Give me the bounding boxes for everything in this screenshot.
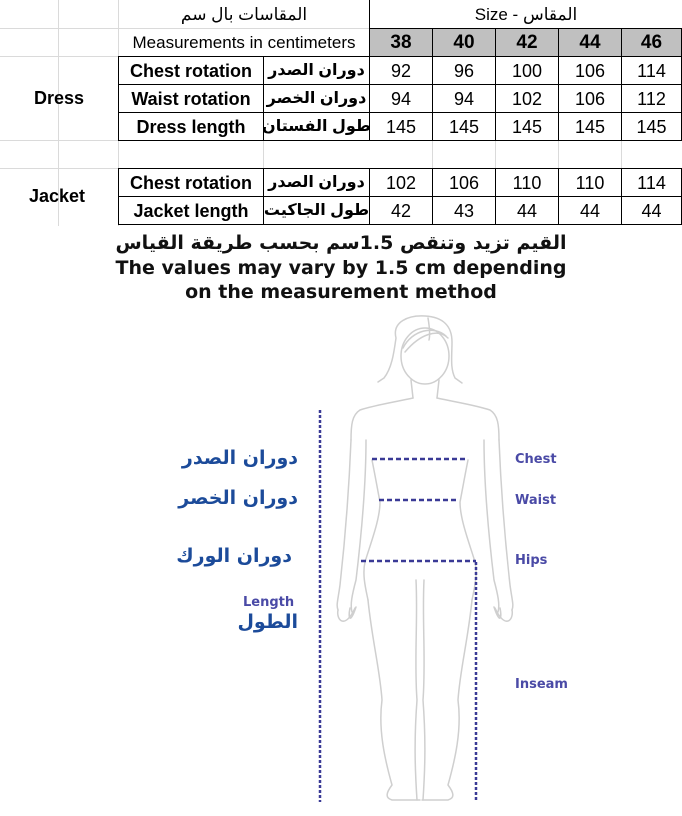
table-cell: 112: [621, 84, 682, 113]
row-label-ar: دوران الصدر: [263, 56, 370, 85]
table-cell: 145: [558, 112, 622, 141]
table-cell: 145: [621, 112, 682, 141]
label-chest-ar: دوران الصدر: [181, 447, 298, 469]
row-label-en: Waist rotation: [118, 84, 264, 113]
row-label-ar: طول الجاكيت: [263, 196, 370, 225]
row-label-ar: طول الفستان: [263, 112, 370, 141]
label-chest-en: Chest: [515, 452, 557, 467]
group-label-jacket: Jacket: [28, 186, 86, 206]
table-cell: 114: [621, 56, 682, 85]
size-header-40: 40: [432, 28, 496, 57]
table-cell: 94: [432, 84, 496, 113]
table-cell: 42: [369, 196, 433, 225]
table-cell: 44: [621, 196, 682, 225]
table-cell: 102: [495, 84, 559, 113]
label-inseam-en: Inseam: [515, 677, 568, 692]
units-label: Measurements in centimeters: [132, 32, 356, 52]
table-cell: 145: [369, 112, 433, 141]
row-label-ar: دوران الصدر: [263, 168, 370, 197]
label-hips-ar: دوران الورك: [176, 545, 292, 567]
table-cell: 106: [558, 56, 622, 85]
size-header-46: 46: [621, 28, 682, 57]
size-chart-table: [0, 0, 682, 226]
gridline: [432, 140, 433, 168]
note-arabic: القيم تزيد وتنقص 1.5سم بحسب طريقة القياس: [115, 232, 567, 254]
table-cell: 96: [432, 56, 496, 85]
label-waist-ar: دوران الخصر: [178, 487, 298, 509]
table-cell: 114: [621, 168, 682, 197]
table-cell: 145: [495, 112, 559, 141]
size-header: Size - المقاس: [369, 0, 682, 28]
table-cell: 100: [495, 56, 559, 85]
label-length-ar: الطول: [237, 611, 298, 633]
table-cell: 145: [432, 112, 496, 141]
measurement-figure: [0, 305, 682, 816]
gridline: [263, 140, 264, 168]
body-outline-icon: [0, 305, 682, 816]
size-header-44: 44: [558, 28, 622, 57]
label-hips-en: Hips: [515, 553, 548, 568]
group-label-dress: Dress: [33, 88, 85, 108]
row-label-en: Jacket length: [118, 196, 264, 225]
note-english-line2: on the measurement method: [185, 281, 497, 303]
gridline: [558, 140, 559, 168]
gridline: [495, 140, 496, 168]
table-title-arabic: المقاسات بال سم: [180, 4, 308, 24]
gridline: [621, 140, 622, 168]
table-cell: 94: [369, 84, 433, 113]
label-length-en: Length: [243, 595, 295, 610]
table-cell: 44: [495, 196, 559, 225]
table-cell: 92: [369, 56, 433, 85]
size-header-38: 38: [369, 28, 433, 57]
table-cell: 106: [432, 168, 496, 197]
table-cell: 106: [558, 84, 622, 113]
row-label-ar: دوران الخصر: [263, 84, 370, 113]
table-cell: 44: [558, 196, 622, 225]
table-cell: 43: [432, 196, 496, 225]
row-label-en: Dress length: [118, 112, 264, 141]
size-header-42: 42: [495, 28, 559, 57]
table-cell: 110: [495, 168, 559, 197]
row-label-en: Chest rotation: [118, 168, 264, 197]
table-cell: 102: [369, 168, 433, 197]
table-cell: 110: [558, 168, 622, 197]
label-waist-en: Waist: [515, 493, 557, 508]
note-english-line1: The values may vary by 1.5 cm depending: [115, 257, 567, 279]
row-label-en: Chest rotation: [118, 56, 264, 85]
